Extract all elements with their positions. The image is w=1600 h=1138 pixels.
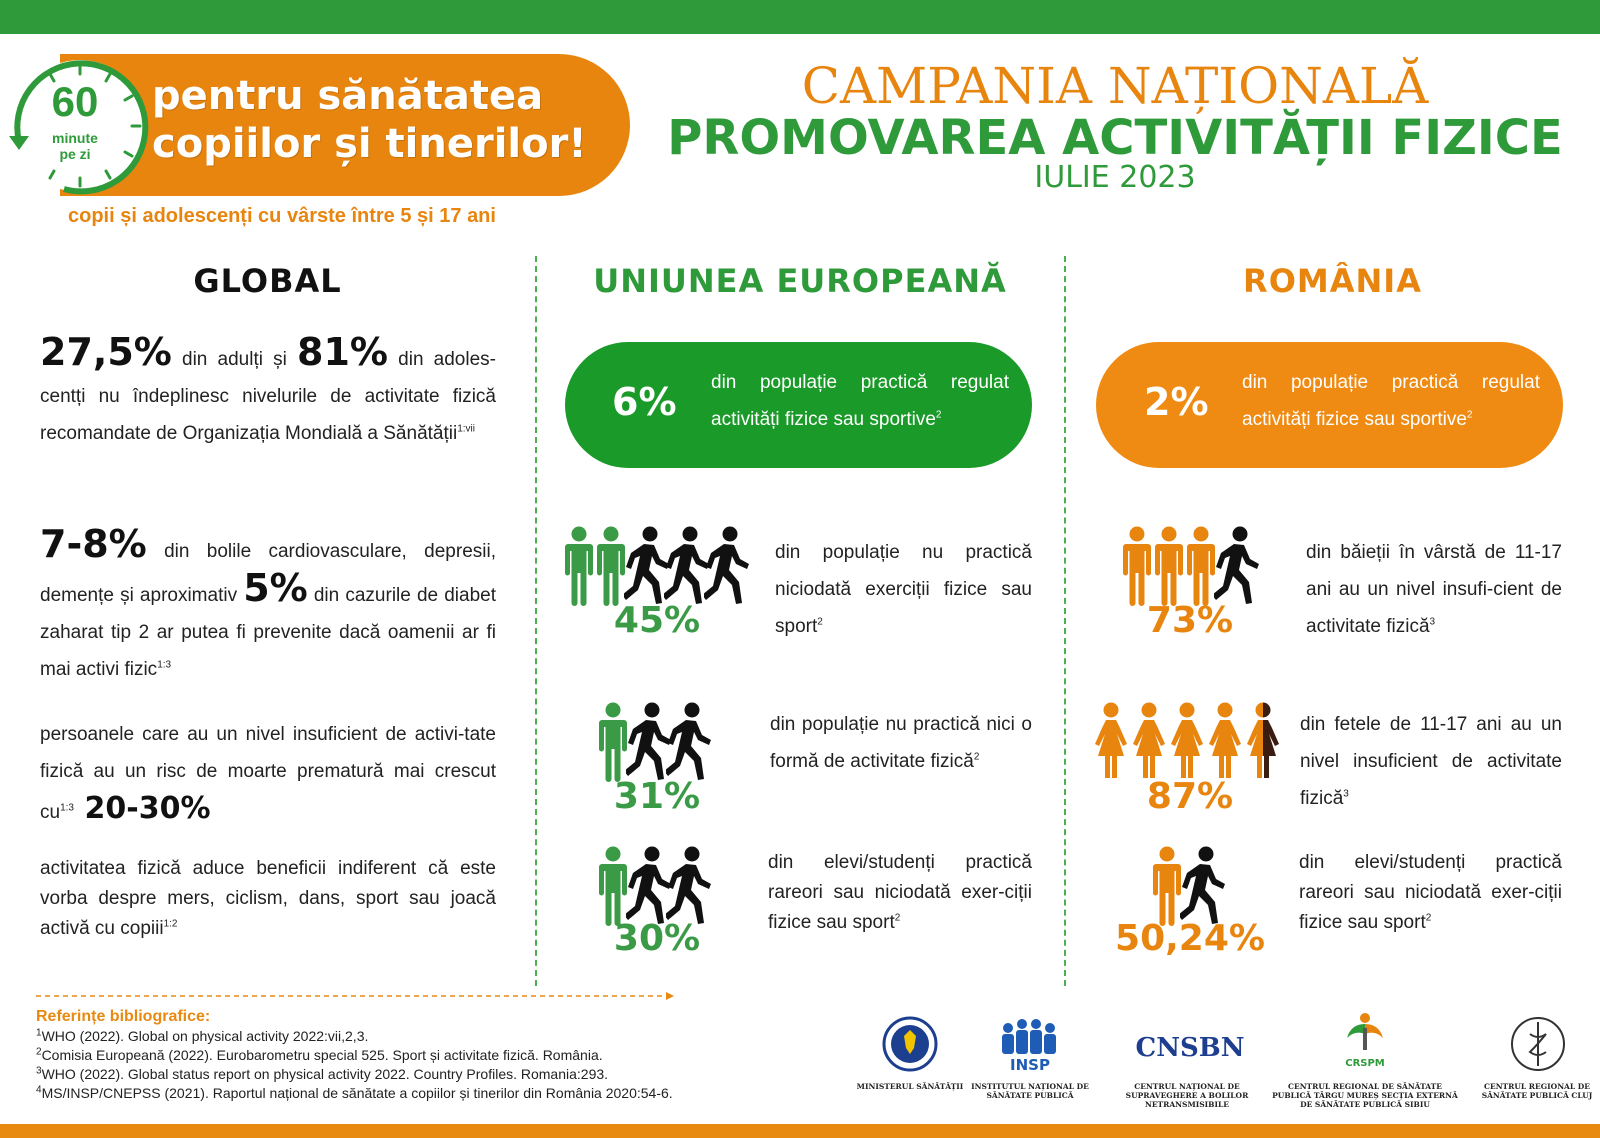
footnote-ref: 2 <box>817 616 823 628</box>
references-title: Referințe bibliografice: <box>36 1008 211 1025</box>
footnote-ref: 1:2 <box>163 918 178 930</box>
ro-stat-1-text <box>1306 534 1562 645</box>
campaign-date: IULIE 2023 <box>1034 160 1196 195</box>
romania-heading: ROMÂNIA <box>1243 262 1422 300</box>
footnote-ref: 2 <box>935 409 942 421</box>
footnote-ref: 2 <box>894 912 901 924</box>
text-fragment: din adulți și <box>171 349 298 370</box>
target-age-subline: copii și adolescenți cu vârste între 5 și 17 ani <box>68 205 496 227</box>
ref-number: 1 <box>36 1027 42 1039</box>
government-logo <box>860 1016 960 1074</box>
campaign-slogan <box>152 72 632 168</box>
people-walking-icon <box>1150 846 1240 926</box>
ro-regular-activity-value: 2% <box>1144 380 1209 424</box>
text-fragment: din populație nu practică niciodată exerciții fizice sau sport <box>775 542 1032 637</box>
footnote-ref: 1:vii <box>457 423 475 435</box>
person-walking-icon <box>666 702 712 782</box>
eu-regular-activity-text <box>711 364 1009 438</box>
column-divider <box>535 256 537 986</box>
clock-minutes-unit: minute <box>52 130 98 146</box>
logo-caption: CENTRUL NAȚIONAL DE SUPRAVEGHERE A BOLILOR NETRANSMISIBILE <box>1125 1082 1249 1109</box>
ref-number: 4 <box>36 1084 42 1096</box>
global-paragraph-3 <box>40 716 496 831</box>
ref-text: WHO (2022). Global status report on physical activity 2022. Country Profiles. Romania:293. <box>41 1066 609 1082</box>
person-walking-icon <box>1180 846 1226 926</box>
insp-logo <box>990 1018 1070 1076</box>
footnote-ref: 2 <box>1466 409 1473 421</box>
text-fragment: din populație practică regulat activități fizice sau sportive <box>1242 372 1540 430</box>
ref-text: WHO (2022). Global on physical activity 2022:vii,2,3. <box>41 1028 369 1044</box>
logo-caption: CENTRUL REGIONAL DE SĂNĂTATE PUBLICĂ CLUJ <box>1481 1082 1593 1100</box>
ref-text: MS/INSP/CNEPSS (2021). Raportul național de sănătate a copiilor și tinerilor din România 2020:54-6. <box>41 1085 673 1101</box>
girl-icon <box>1170 702 1204 782</box>
ro-stat-1-value: 73% <box>1146 600 1234 641</box>
global-heading: GLOBAL <box>193 262 342 300</box>
girl-half-icon <box>1246 702 1280 782</box>
person-standing-icon <box>596 702 630 782</box>
clock-minutes: 60 <box>51 78 99 125</box>
reference-item <box>36 1027 796 1046</box>
reference-item <box>36 1046 796 1065</box>
people-walking-icon <box>596 702 716 782</box>
eu-stat-3-value: 30% <box>613 918 701 959</box>
eu-stat-3-text <box>768 848 1032 938</box>
person-walking-icon <box>704 526 750 606</box>
text-fragment: din băieții în vârstă de 11-17 ani au un nivel insufi-cient de activitate fizică <box>1306 542 1562 637</box>
crspm-mark: CRSPM <box>1345 1058 1385 1069</box>
text-fragment: din cazurile de diabet zaharat tip 2 ar putea fi prevenite dacă oamenii ar fi mai activi fizic <box>40 585 496 680</box>
reference-item <box>36 1084 796 1103</box>
eu-regular-activity-value: 6% <box>612 380 677 424</box>
girl-icon <box>1094 702 1128 782</box>
text-fragment: din populație nu practică nici o formă de activitate fizică <box>770 714 1032 772</box>
stat-diabetes: 5% <box>243 566 308 610</box>
eu-stat-2-text <box>770 706 1032 780</box>
campaign-topic: PROMOVAREA ACTIVITĂȚII FIZICE <box>667 110 1563 166</box>
people-walking-icon <box>562 526 752 606</box>
logo-caption: CENTRUL REGIONAL DE SĂNĂTATE PUBLICĂ TÂRGU MUREȘ SECȚIA EXTERNĂ DE SĂNĂTATE PUBLICĂ SIBIU <box>1272 1082 1458 1109</box>
girl-icon <box>1132 702 1166 782</box>
top-bar <box>0 0 1600 34</box>
ro-regular-activity-text <box>1242 364 1540 438</box>
stat-adults: 27,5% <box>40 330 172 374</box>
global-paragraph-2 <box>40 522 496 688</box>
text-fragment: din populație practică regulat activități fizice sau sportive <box>711 372 1009 430</box>
text-fragment: din bolile cardiovasculare, depresii, demențe și aproximativ <box>40 541 496 606</box>
campaign-title: CAMPANIA NAȚIONALĂ <box>801 57 1429 115</box>
cnsbn-mark: CNSBN <box>1135 1033 1245 1063</box>
ro-stat-3-text <box>1299 848 1562 938</box>
text-fragment: din elevi/studenți practică rareori sau niciodată exer-ciții fizice sau sport <box>1299 852 1562 933</box>
logo-caption: MINISTERUL SĂNĂTĂȚII <box>856 1082 964 1091</box>
dashed-arrow-divider <box>36 992 676 1000</box>
clock-caption <box>40 130 110 162</box>
people-walking-icon <box>596 846 716 926</box>
footnote-ref: 3 <box>1429 616 1436 628</box>
person-walking-icon <box>666 846 712 926</box>
ref-number: 3 <box>36 1065 42 1077</box>
text-fragment: din adoles-centți nu îndeplinesc nivelurile de activitate fizică recomandate de Organizația Mondială a Sănătății <box>40 349 496 444</box>
footnote-ref: 1:3 <box>60 802 74 814</box>
girls-icon <box>1094 702 1284 782</box>
eu-stat-1-text <box>775 534 1032 645</box>
cnsbn-logo <box>1128 1026 1252 1066</box>
boy-standing-icon <box>1184 526 1218 606</box>
text-fragment: din elevi/studenți practică rareori sau niciodată exer-ciții fizice sau sport <box>768 852 1032 933</box>
person-standing-icon <box>562 526 596 606</box>
boy-standing-icon <box>1120 526 1154 606</box>
footnote-ref: 2 <box>973 751 980 763</box>
ro-stat-2-text <box>1300 706 1562 817</box>
clock-icon <box>4 50 152 200</box>
person-walking-icon <box>1214 526 1260 606</box>
insp-mark: INSP <box>1010 1056 1050 1074</box>
ref-number: 2 <box>36 1046 42 1058</box>
boy-standing-icon <box>1152 526 1186 606</box>
text-fragment: din fetele de 11-17 ani au un nivel insuficient de activitate fizică <box>1300 714 1562 809</box>
footnote-ref: 1:3 <box>157 659 172 671</box>
reference-item <box>36 1065 796 1084</box>
eu-stat-1-value: 45% <box>613 600 701 641</box>
stat-adolescents: 81% <box>297 330 388 374</box>
footnote-ref: 3 <box>1343 788 1349 800</box>
ro-stat-2-value: 87% <box>1146 776 1234 817</box>
cluj-logo <box>1508 1014 1568 1074</box>
column-divider <box>1064 256 1066 986</box>
global-paragraph-1 <box>40 330 496 452</box>
logo-caption: INSTITUTUL NAȚIONAL DE SĂNĂTATE PUBLICĂ <box>971 1082 1089 1100</box>
clock-per-day: pe zi <box>59 146 91 162</box>
eu-heading: UNIUNEA EUROPEANĂ <box>593 262 1007 300</box>
text-fragment: persoanele care au un nivel insuficient de activi-tate fizică au un risc de moarte prematură mai crescut cu <box>40 724 496 823</box>
boys-icon <box>1120 526 1260 606</box>
bottom-bar <box>0 1124 1600 1138</box>
crspm-logo <box>1330 1010 1400 1072</box>
text-fragment: activitatea fizică aduce beneficii indiferent că este vorba despre mers, ciclism, dans, sport sau joacă activă cu copiii <box>40 858 496 939</box>
person-standing-icon <box>1150 846 1184 926</box>
slogan-line-2: copiilor și tinerilor! <box>152 121 587 167</box>
slogan-line-1: pentru sănătatea <box>152 73 544 119</box>
eu-stat-2-value: 31% <box>613 776 701 817</box>
person-standing-icon <box>596 846 630 926</box>
ref-text: Comisia Europeană (2022). Eurobarometru special 525. Sport și activitate fizică. România. <box>41 1047 603 1063</box>
global-paragraph-4 <box>40 854 496 944</box>
footnote-ref: 2 <box>1425 912 1432 924</box>
ro-stat-3-value: 50,24% <box>1115 918 1265 959</box>
girl-icon <box>1208 702 1242 782</box>
person-standing-icon <box>594 526 628 606</box>
stat-mortality-risk: 20-30% <box>84 791 211 826</box>
stat-cardiovascular: 7-8% <box>40 522 147 566</box>
